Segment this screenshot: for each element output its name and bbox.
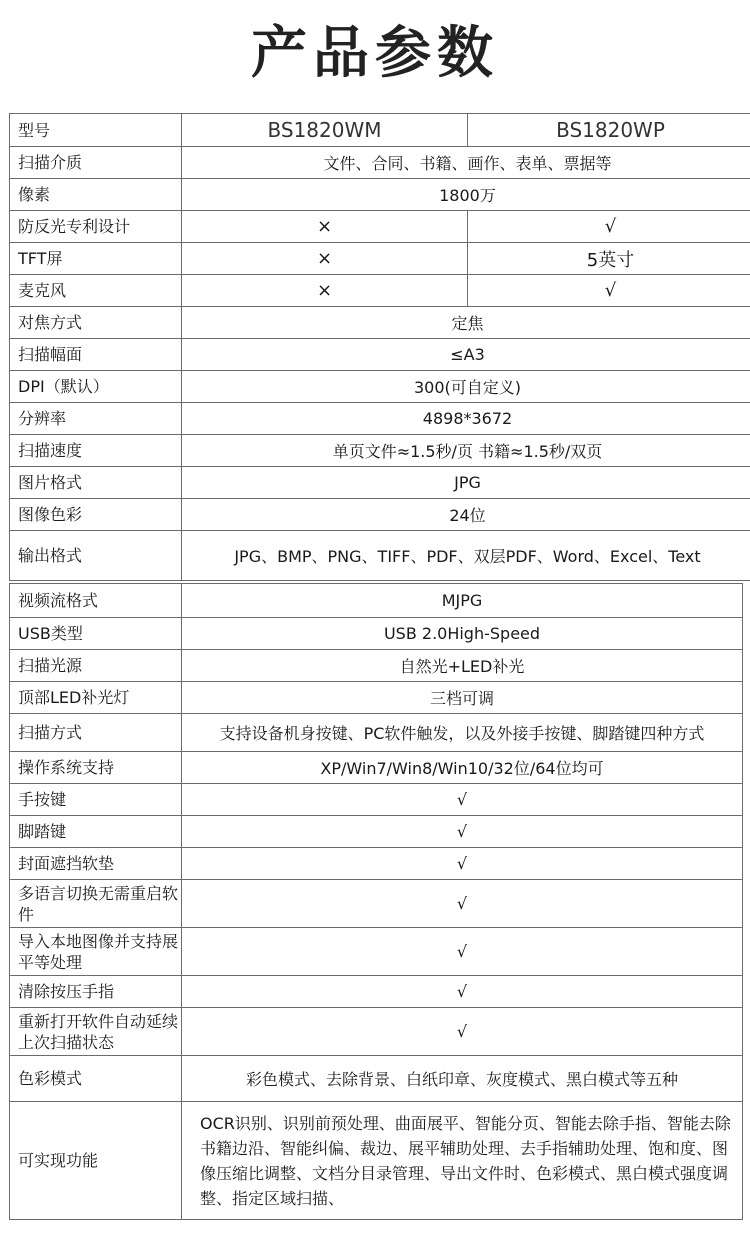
spec-label: 清除按压手指	[10, 976, 182, 1008]
spec-row	[10, 816, 743, 848]
spec-value: √	[182, 1008, 743, 1056]
spec-value: √	[182, 784, 743, 816]
spec-label: 顶部LED补光灯	[10, 682, 182, 714]
spec-label: 扫描速度	[10, 435, 182, 467]
spec-row	[10, 1008, 743, 1056]
spec-value: √	[182, 816, 743, 848]
spec-row	[10, 650, 743, 682]
spec-value: 三档可调	[182, 682, 743, 714]
spec-label: 输出格式	[10, 531, 182, 581]
spec-label: DPI（默认）	[10, 371, 182, 403]
spec-value: MJPG	[182, 584, 743, 618]
spec-label: 操作系统支持	[10, 752, 182, 784]
spec-value: √	[182, 976, 743, 1008]
spec-row	[10, 499, 750, 531]
spec-value: 300(可自定义)	[182, 371, 750, 403]
spec-label: 扫描幅面	[10, 339, 182, 371]
spec-label: 多语言切换无需重启软件	[10, 880, 182, 928]
spec-value: USB 2.0High-Speed	[182, 618, 743, 650]
spec-label: 图片格式	[10, 467, 182, 499]
spec-label: 手按键	[10, 784, 182, 816]
spec-value-wm: ×	[182, 275, 468, 307]
spec-row	[10, 371, 750, 403]
spec-table-features	[9, 583, 743, 1220]
spec-row	[10, 243, 750, 275]
spec-value: XP/Win7/Win8/Win10/32位/64位均可	[182, 752, 743, 784]
spec-row	[10, 880, 743, 928]
spec-value: √	[182, 848, 743, 880]
spec-value: 单页文件≈1.5秒/页 书籍≈1.5秒/双页	[182, 435, 750, 467]
spec-value: √	[182, 928, 743, 976]
spec-value: OCR识别、识别前预处理、曲面展平、智能分页、智能去除手指、智能去除书籍边沿、智能纠偏、裁边、展平辅助处理、去手指辅助处理、饱和度、图像压缩比调整、文档分目录管理、导出文件时、色彩模式、黑白模式强度调整、指定区域扫描、	[182, 1102, 743, 1220]
spec-row	[10, 435, 750, 467]
spec-label: 色彩模式	[10, 1056, 182, 1102]
spec-label: TFT屏	[10, 243, 182, 275]
spec-label: 可实现功能	[10, 1102, 182, 1220]
spec-label: 重新打开软件自动延续上次扫描状态	[10, 1008, 182, 1056]
page-title: 产品参数	[251, 21, 499, 86]
spec-label: 封面遮挡软垫	[10, 848, 182, 880]
spec-label: 扫描介质	[10, 147, 182, 179]
spec-row	[10, 147, 750, 179]
spec-row	[10, 584, 743, 618]
spec-label: 型号	[10, 114, 182, 147]
spec-value: 支持设备机身按键、PC软件触发，以及外接手按键、脚踏键四种方式	[182, 714, 743, 752]
spec-row	[10, 339, 750, 371]
spec-value: 文件、合同、书籍、画作、表单、票据等	[182, 147, 750, 179]
spec-value: ≤A3	[182, 339, 750, 371]
spec-row	[10, 618, 743, 650]
spec-label: USB类型	[10, 618, 182, 650]
spec-value-wp: √	[468, 211, 750, 243]
spec-row	[10, 467, 750, 499]
spec-row	[10, 307, 750, 339]
spec-row	[10, 928, 743, 976]
spec-row	[10, 211, 750, 243]
spec-row	[10, 1102, 743, 1220]
spec-value: 1800万	[182, 179, 750, 211]
spec-table-main	[9, 113, 750, 581]
spec-row	[10, 848, 743, 880]
spec-value-wp: √	[468, 275, 750, 307]
spec-label: 扫描光源	[10, 650, 182, 682]
spec-value: JPG、BMP、PNG、TIFF、PDF、双层PDF、Word、Excel、Text	[182, 531, 750, 581]
spec-row	[10, 114, 750, 147]
spec-value-wm: ×	[182, 243, 468, 275]
spec-value: 4898*3672	[182, 403, 750, 435]
spec-value: JPG	[182, 467, 750, 499]
spec-row	[10, 976, 743, 1008]
spec-label: 导入本地图像并支持展平等处理	[10, 928, 182, 976]
spec-label: 像素	[10, 179, 182, 211]
spec-label: 脚踏键	[10, 816, 182, 848]
spec-label: 对焦方式	[10, 307, 182, 339]
spec-row	[10, 403, 750, 435]
spec-value-wm: ×	[182, 211, 468, 243]
spec-value: 24位	[182, 499, 750, 531]
spec-label: 扫描方式	[10, 714, 182, 752]
spec-value-wp: 5英寸	[468, 243, 750, 275]
spec-value: √	[182, 880, 743, 928]
spec-row	[10, 714, 743, 752]
spec-row	[10, 784, 743, 816]
model-wm: BS1820WM	[182, 114, 468, 147]
spec-label: 麦克风	[10, 275, 182, 307]
spec-row	[10, 682, 743, 714]
spec-label: 防反光专利设计	[10, 211, 182, 243]
spec-row	[10, 275, 750, 307]
spec-value: 定焦	[182, 307, 750, 339]
model-wp: BS1820WP	[468, 114, 750, 147]
spec-value: 彩色模式、去除背景、白纸印章、灰度模式、黑白模式等五种	[182, 1056, 743, 1102]
spec-label: 视频流格式	[10, 584, 182, 618]
spec-value: 自然光+LED补光	[182, 650, 743, 682]
spec-row	[10, 179, 750, 211]
spec-row	[10, 531, 750, 581]
spec-row	[10, 752, 743, 784]
spec-label: 分辨率	[10, 403, 182, 435]
spec-label: 图像色彩	[10, 499, 182, 531]
spec-row	[10, 1056, 743, 1102]
